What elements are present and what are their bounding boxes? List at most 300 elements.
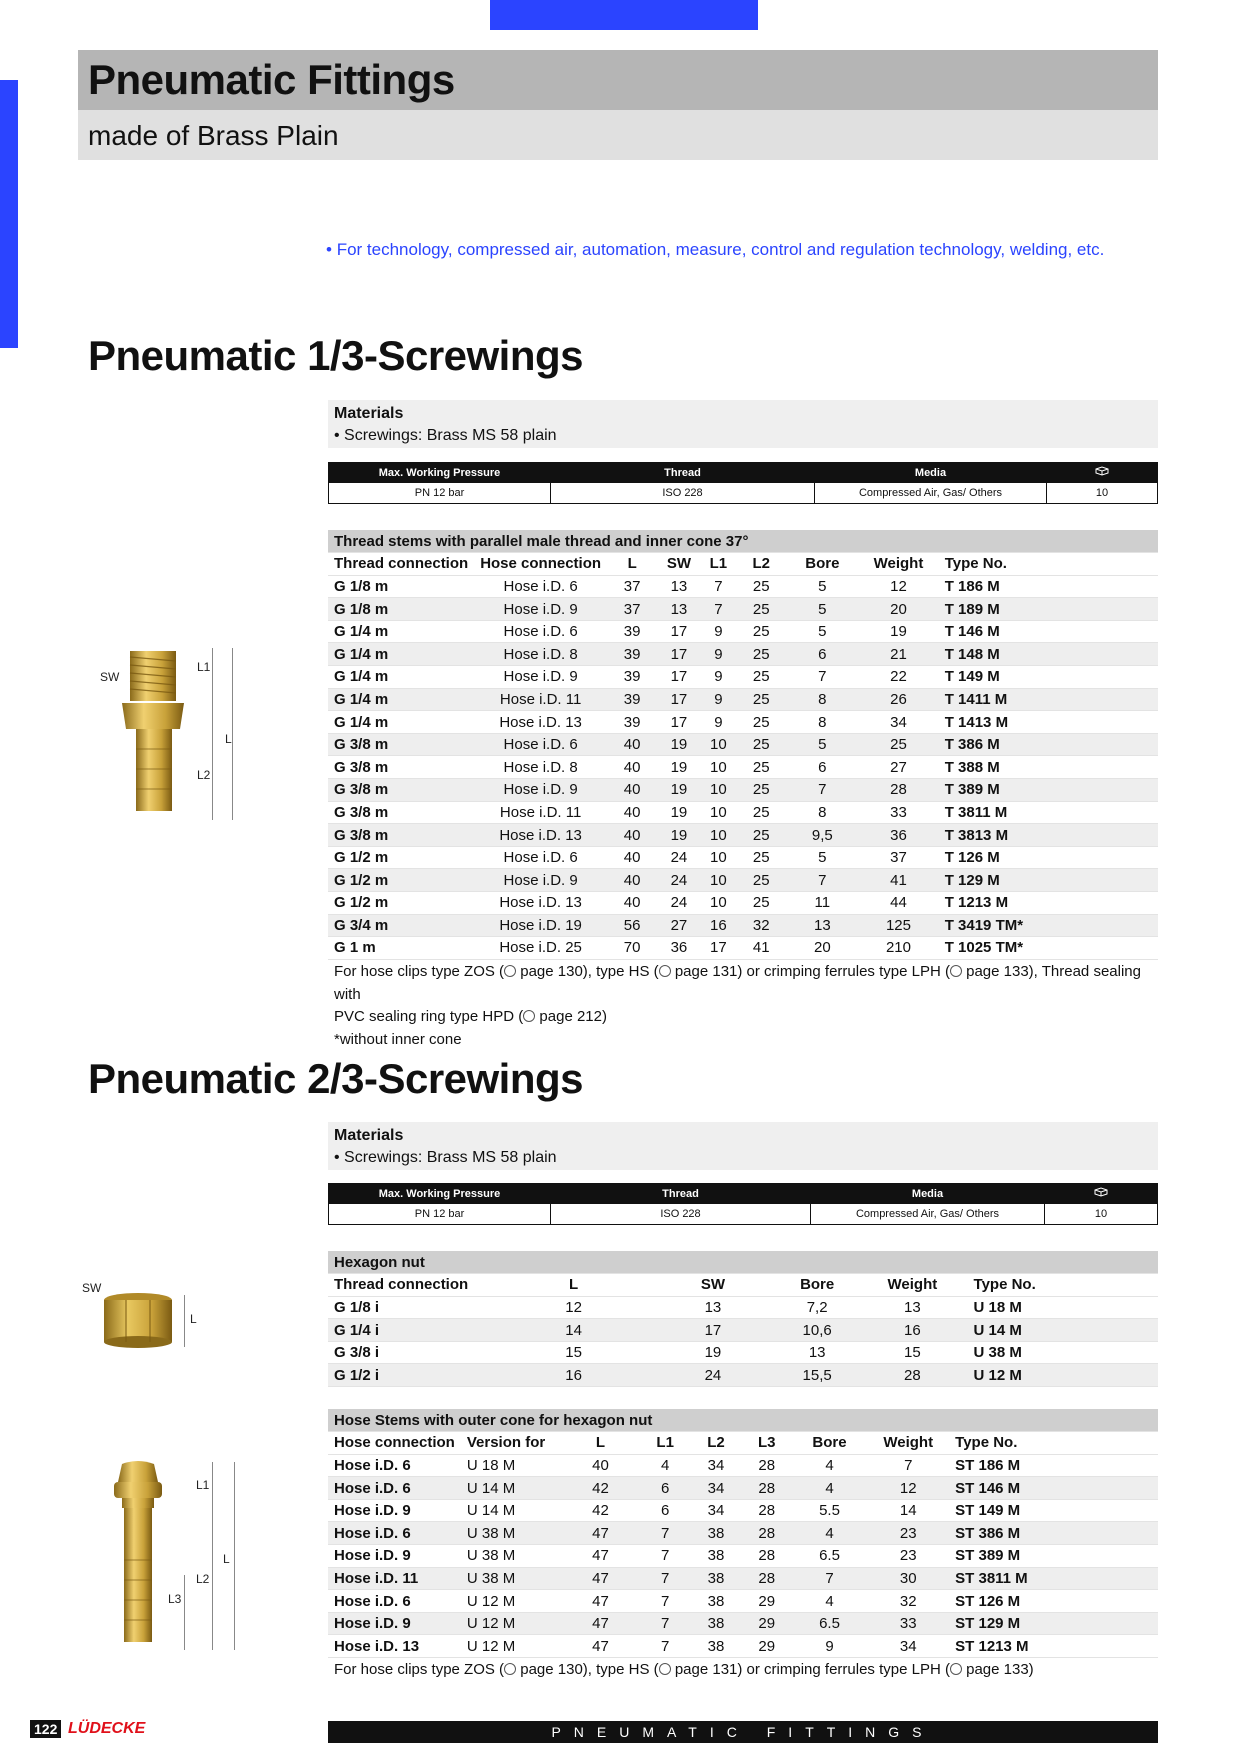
table-cell: 28 [742, 1567, 792, 1590]
table-cell: 17 [649, 1319, 777, 1342]
table-cell: U 38 M [968, 1341, 1158, 1364]
table-cell: 7 [640, 1545, 690, 1568]
table-row [328, 733, 1158, 756]
table-cell: 33 [858, 801, 938, 824]
spec-header-pack [1045, 1184, 1158, 1204]
spec-thread: ISO 228 [551, 483, 815, 504]
table-cell: 17 [657, 643, 700, 666]
page-subtitle: made of Brass Plain [88, 120, 339, 151]
dim-line [212, 1502, 213, 1650]
table-row [328, 1635, 1158, 1658]
table-header-row [328, 1432, 1158, 1455]
hose-stem-image [108, 1460, 168, 1650]
table-cell: 9 [701, 688, 737, 711]
table-cell: G 1/8 m [328, 575, 474, 598]
table-cell: 37 [607, 598, 657, 621]
table-cell: 42 [561, 1477, 641, 1500]
materials-item: • Screwings: Brass MS 58 plain [334, 427, 557, 444]
table-cell: 40 [607, 869, 657, 892]
section-1-materials [328, 400, 1158, 448]
column-header: L2 [690, 1432, 742, 1455]
page-ref-icon [950, 1663, 962, 1675]
spec-header-media: Media [811, 1184, 1045, 1204]
note-text: page 133), Thread sealing with [334, 963, 1141, 1003]
table-cell: 7 [701, 575, 737, 598]
table-cell: Hose i.D. 6 [328, 1522, 461, 1545]
table-cell: G 3/4 m [328, 914, 474, 937]
spec-header-thread: Thread [551, 1184, 811, 1204]
table-cell: 10 [701, 869, 737, 892]
table-cell: 24 [657, 869, 700, 892]
table-row [328, 1499, 1158, 1522]
table-cell: G 3/8 i [328, 1341, 498, 1364]
intro-bullet: • For technology, compressed air, automation, measure, control and regulation technology, welding, etc. [326, 240, 1105, 259]
table-row [328, 1319, 1158, 1342]
table-cell: ST 146 M [949, 1477, 1158, 1500]
table-cell: 6 [786, 756, 858, 779]
table-cell: 56 [607, 914, 657, 937]
dim-line [212, 648, 213, 700]
table-cell: G 1/4 m [328, 666, 474, 689]
table-cell: 25 [736, 666, 786, 689]
note-text: PVC sealing ring type HPD ( [334, 1008, 524, 1026]
table-cell: 32 [736, 914, 786, 937]
table-cell: 21 [858, 643, 938, 666]
section-2-title: Pneumatic 2/3-Screwings [88, 1055, 584, 1102]
table-cell: 7 [786, 666, 858, 689]
table-cell: 40 [607, 733, 657, 756]
table-cell: 36 [657, 937, 700, 960]
page-ref-icon [504, 965, 516, 977]
table-cell: T 388 M [939, 756, 1158, 779]
page-ref-icon [504, 1663, 516, 1675]
column-header: L1 [640, 1432, 690, 1455]
table-cell: T 1025 TM* [939, 937, 1158, 960]
table-cell: 28 [858, 779, 938, 802]
table-row [328, 1477, 1158, 1500]
table-cell: 47 [561, 1567, 641, 1590]
table-title-row [328, 1409, 1158, 1432]
table-cell: 47 [561, 1590, 641, 1613]
table-cell: T 3811 M [939, 801, 1158, 824]
table-cell: Hose i.D. 9 [328, 1545, 461, 1568]
table-row [328, 620, 1158, 643]
table-cell: 5.5 [792, 1499, 868, 1522]
table-cell: 13 [857, 1296, 967, 1319]
table-cell: 25 [736, 801, 786, 824]
table-cell: G 3/8 m [328, 801, 474, 824]
column-header: Version for [461, 1432, 561, 1455]
table-cell: 19 [657, 779, 700, 802]
table-cell: G 1/2 m [328, 846, 474, 869]
table-cell: 25 [736, 643, 786, 666]
table-cell: 20 [786, 937, 858, 960]
table-row [328, 937, 1158, 960]
spec-header-pack [1047, 463, 1158, 483]
table-cell: 23 [867, 1545, 949, 1568]
column-header: L [607, 553, 657, 576]
table-row [328, 666, 1158, 689]
table-cell: 7 [867, 1454, 949, 1477]
table-row [328, 914, 1158, 937]
table-cell: 14 [498, 1319, 648, 1342]
table-row [328, 779, 1158, 802]
section-2-materials [328, 1122, 1158, 1170]
table-cell: 11 [786, 892, 858, 915]
table-cell: 9 [701, 620, 737, 643]
table-cell: Hose i.D. 6 [474, 620, 607, 643]
table-cell: 38 [690, 1522, 742, 1545]
table-cell: 9 [792, 1635, 868, 1658]
column-header: SW [657, 553, 700, 576]
column-header: L3 [742, 1432, 792, 1455]
column-header: Type No. [968, 1274, 1158, 1297]
table-cell: Hose i.D. 9 [328, 1612, 461, 1635]
table-cell: 13 [786, 914, 858, 937]
table-cell: 38 [690, 1612, 742, 1635]
table-cell: T 1411 M [939, 688, 1158, 711]
table-cell: Hose i.D. 8 [474, 643, 607, 666]
materials-item-text: Screwings: Brass MS 58 plain [344, 427, 557, 444]
top-accent-tab [490, 0, 758, 30]
section-2-spec-table [328, 1183, 1158, 1225]
spec-pressure: PN 12 bar [329, 1204, 551, 1225]
table-cell: Hose i.D. 8 [474, 756, 607, 779]
materials-item: • Screwings: Brass MS 58 plain [334, 1149, 557, 1166]
table-cell: 29 [742, 1612, 792, 1635]
thread-stems-table [328, 530, 1158, 960]
left-accent-bar [0, 80, 18, 348]
table-cell: 37 [607, 575, 657, 598]
table-title: Thread stems with parallel male thread and inner cone 37° [328, 530, 1158, 553]
table-cell: 6 [786, 643, 858, 666]
table-cell: 25 [736, 756, 786, 779]
table-cell: 5 [786, 620, 858, 643]
table-cell: G 1/8 m [328, 598, 474, 621]
package-icon [1095, 466, 1109, 476]
table-cell: Hose i.D. 11 [328, 1567, 461, 1590]
spec-header-thread: Thread [551, 463, 815, 483]
note-text: page 131) or crimping ferrules type LPH ( [670, 1661, 950, 1678]
dim-line [184, 1295, 185, 1347]
table-cell: 14 [867, 1499, 949, 1522]
table-cell: 40 [607, 801, 657, 824]
table-title: Hose Stems with outer cone for hexagon nut [328, 1409, 1158, 1432]
table-cell: 25 [736, 869, 786, 892]
table-cell: 5 [786, 598, 858, 621]
table-cell: T 189 M [939, 598, 1158, 621]
table-cell: 28 [742, 1522, 792, 1545]
dim-label-l2: L2 [197, 768, 211, 782]
hexagon-nut-table [328, 1251, 1158, 1387]
table-cell: 47 [561, 1522, 641, 1545]
table-cell: 7 [792, 1567, 868, 1590]
table-cell: 25 [736, 575, 786, 598]
table-row [328, 1567, 1158, 1590]
table-header-row [328, 553, 1158, 576]
note-footnote: *without inner cone [334, 1030, 462, 1048]
table-row [328, 575, 1158, 598]
page-ref-icon [523, 1010, 535, 1022]
column-header: Bore [792, 1432, 868, 1455]
table-title-row [328, 1251, 1158, 1274]
note-text: page 212) [535, 1008, 607, 1026]
table-row [328, 756, 1158, 779]
table-cell: Hose i.D. 25 [474, 937, 607, 960]
table-cell: Hose i.D. 11 [474, 688, 607, 711]
column-header: SW [649, 1274, 777, 1297]
table-cell: 34 [690, 1499, 742, 1522]
table-cell: 29 [742, 1635, 792, 1658]
table-cell: G 3/8 m [328, 756, 474, 779]
table-cell: 9 [701, 643, 737, 666]
table-cell: 39 [607, 643, 657, 666]
section-1-note [334, 961, 1154, 1051]
dim-line [212, 700, 213, 820]
table-cell: T 389 M [939, 779, 1158, 802]
table-cell: G 3/8 m [328, 824, 474, 847]
table-cell: 6 [640, 1499, 690, 1522]
table-row [328, 1296, 1158, 1319]
table-cell: Hose i.D. 9 [474, 666, 607, 689]
spec-pack: 10 [1047, 483, 1158, 504]
table-cell: 25 [736, 846, 786, 869]
table-cell: ST 386 M [949, 1522, 1158, 1545]
table-row [328, 643, 1158, 666]
table-cell: 7 [786, 869, 858, 892]
table-cell: 25 [736, 688, 786, 711]
table-cell: 17 [657, 711, 700, 734]
note-text: page 131) or crimping ferrules type LPH ( [670, 963, 950, 980]
dim-label-l1: L1 [196, 1478, 210, 1492]
column-header: Thread connection [328, 1274, 498, 1297]
table-cell: 19 [657, 756, 700, 779]
dim-label-l2: L2 [196, 1572, 210, 1586]
table-cell: 7,2 [777, 1296, 857, 1319]
table-cell: G 1/4 m [328, 620, 474, 643]
column-header: Bore [777, 1274, 857, 1297]
table-cell: U 12 M [968, 1364, 1158, 1387]
table-cell: 16 [498, 1364, 648, 1387]
spec-pack: 10 [1045, 1204, 1158, 1225]
table-cell: G 1 m [328, 937, 474, 960]
table-cell: U 18 M [461, 1454, 561, 1477]
table-cell: U 12 M [461, 1590, 561, 1613]
table-cell: U 38 M [461, 1522, 561, 1545]
table-row [328, 869, 1158, 892]
table-cell: 17 [701, 937, 737, 960]
table-row [328, 1545, 1158, 1568]
table-cell: 4 [792, 1477, 868, 1500]
table-cell: 10 [701, 801, 737, 824]
table-cell: 125 [858, 914, 938, 937]
table-cell: 38 [690, 1567, 742, 1590]
table-cell: 24 [657, 846, 700, 869]
table-cell: T 126 M [939, 846, 1158, 869]
note-text: page 130), type HS ( [516, 1661, 659, 1678]
table-cell: 25 [858, 733, 938, 756]
table-cell: 32 [867, 1590, 949, 1613]
table-cell: Hose i.D. 9 [328, 1499, 461, 1522]
table-cell: 25 [736, 620, 786, 643]
note-text: page 130), type HS ( [516, 963, 659, 980]
table-cell: 40 [607, 892, 657, 915]
table-cell: 7 [640, 1567, 690, 1590]
table-cell: U 38 M [461, 1545, 561, 1568]
table-cell: 25 [736, 779, 786, 802]
table-title: Hexagon nut [328, 1251, 1158, 1274]
table-row [328, 688, 1158, 711]
table-cell: 10 [701, 779, 737, 802]
table-cell: 42 [561, 1499, 641, 1522]
table-cell: 40 [561, 1454, 641, 1477]
table-cell: Hose i.D. 19 [474, 914, 607, 937]
column-header: L1 [701, 553, 737, 576]
column-header: Hose connection [328, 1432, 461, 1455]
dim-label-l1: L1 [197, 660, 211, 674]
footer-section-bar: PNEUMATIC FITTINGS [328, 1721, 1158, 1743]
table-cell: 5 [786, 575, 858, 598]
table-cell: T 1413 M [939, 711, 1158, 734]
table-row [328, 824, 1158, 847]
table-cell: 13 [657, 598, 700, 621]
column-header: Weight [867, 1432, 949, 1455]
table-cell: 7 [701, 598, 737, 621]
table-cell: 9 [701, 666, 737, 689]
page-number: 122 [30, 1720, 61, 1738]
intro-bullet-text: For technology, compressed air, automation, measure, control and regulation technology, welding, etc. [336, 240, 1105, 259]
table-cell: ST 129 M [949, 1612, 1158, 1635]
table-cell: ST 389 M [949, 1545, 1158, 1568]
table-cell: 7 [640, 1612, 690, 1635]
table-cell: 17 [657, 620, 700, 643]
table-cell: G 1/4 m [328, 711, 474, 734]
table-cell: G 1/2 m [328, 892, 474, 915]
dim-label-l: L [225, 732, 232, 746]
table-cell: 24 [657, 892, 700, 915]
section-1-title: Pneumatic 1/3-Screwings [88, 332, 584, 379]
table-cell: T 186 M [939, 575, 1158, 598]
column-header: L [498, 1274, 648, 1297]
table-cell: ST 149 M [949, 1499, 1158, 1522]
brand-logo: LÜDECKE [68, 1720, 146, 1737]
table-cell: T 129 M [939, 869, 1158, 892]
dim-label-sw: SW [82, 1281, 102, 1295]
table-row [328, 711, 1158, 734]
section-1-spec-table [328, 462, 1158, 504]
table-cell: Hose i.D. 13 [328, 1635, 461, 1658]
table-row [328, 1341, 1158, 1364]
table-cell: T 148 M [939, 643, 1158, 666]
page-title: Pneumatic Fittings [88, 56, 455, 103]
table-row [328, 1590, 1158, 1613]
table-row [328, 1612, 1158, 1635]
table-cell: 70 [607, 937, 657, 960]
dim-line [184, 1575, 185, 1650]
table-cell: 39 [607, 666, 657, 689]
table-cell: 25 [736, 824, 786, 847]
table-cell: 33 [867, 1612, 949, 1635]
table-cell: ST 1213 M [949, 1635, 1158, 1658]
table-cell: 39 [607, 688, 657, 711]
thread-stem-image [120, 645, 200, 820]
table-cell: 16 [701, 914, 737, 937]
table-cell: ST 3811 M [949, 1567, 1158, 1590]
table-cell: 28 [742, 1477, 792, 1500]
materials-title: Materials [334, 1127, 404, 1144]
table-cell: T 1213 M [939, 892, 1158, 915]
table-cell: 27 [858, 756, 938, 779]
table-cell: G 1/4 m [328, 688, 474, 711]
spec-media: Compressed Air, Gas/ Others [815, 483, 1047, 504]
table-cell: 38 [690, 1545, 742, 1568]
table-cell: 29 [742, 1590, 792, 1613]
table-cell: 15 [857, 1341, 967, 1364]
table-cell: G 1/4 m [328, 643, 474, 666]
table-cell: 8 [786, 688, 858, 711]
table-cell: G 1/2 i [328, 1364, 498, 1387]
table-cell: 15 [498, 1341, 648, 1364]
table-cell: Hose i.D. 9 [474, 598, 607, 621]
table-cell: 36 [858, 824, 938, 847]
table-cell: 8 [786, 801, 858, 824]
table-cell: 28 [742, 1545, 792, 1568]
table-row [328, 598, 1158, 621]
dim-label-l: L [223, 1552, 230, 1566]
table-cell: Hose i.D. 6 [474, 575, 607, 598]
dim-line [212, 1462, 213, 1502]
table-row [328, 1364, 1158, 1387]
page-header [78, 50, 1158, 110]
table-cell: 37 [858, 846, 938, 869]
table-cell: 7 [640, 1590, 690, 1613]
table-cell: 25 [736, 711, 786, 734]
table-cell: 23 [867, 1522, 949, 1545]
table-cell: 39 [607, 711, 657, 734]
note-text: For hose clips type ZOS ( [334, 1661, 505, 1678]
table-cell: 39 [607, 620, 657, 643]
table-cell: 16 [857, 1319, 967, 1342]
table-cell: 7 [640, 1522, 690, 1545]
table-cell: 4 [792, 1522, 868, 1545]
table-cell: Hose i.D. 6 [328, 1477, 461, 1500]
table-cell: 8 [786, 711, 858, 734]
column-header: Weight [858, 553, 938, 576]
materials-item-text: Screwings: Brass MS 58 plain [344, 1149, 557, 1166]
table-cell: 40 [607, 824, 657, 847]
table-cell: 17 [657, 688, 700, 711]
table-cell: ST 126 M [949, 1590, 1158, 1613]
table-row [328, 1454, 1158, 1477]
table-cell: Hose i.D. 13 [474, 824, 607, 847]
page-ref-icon [950, 965, 962, 977]
table-cell: Hose i.D. 6 [328, 1590, 461, 1613]
spec-header-media: Media [815, 463, 1047, 483]
spec-header-pressure: Max. Working Pressure [329, 1184, 551, 1204]
table-cell: 28 [742, 1454, 792, 1477]
table-cell: U 14 M [968, 1319, 1158, 1342]
table-cell: 19 [657, 801, 700, 824]
table-cell: 26 [858, 688, 938, 711]
section-2-note [334, 1659, 1154, 1682]
table-cell: Hose i.D. 6 [328, 1454, 461, 1477]
spec-media: Compressed Air, Gas/ Others [811, 1204, 1045, 1225]
table-cell: 47 [561, 1612, 641, 1635]
table-cell: 12 [858, 575, 938, 598]
table-cell: 12 [498, 1296, 648, 1319]
table-cell: 13 [649, 1296, 777, 1319]
table-cell: 34 [690, 1454, 742, 1477]
